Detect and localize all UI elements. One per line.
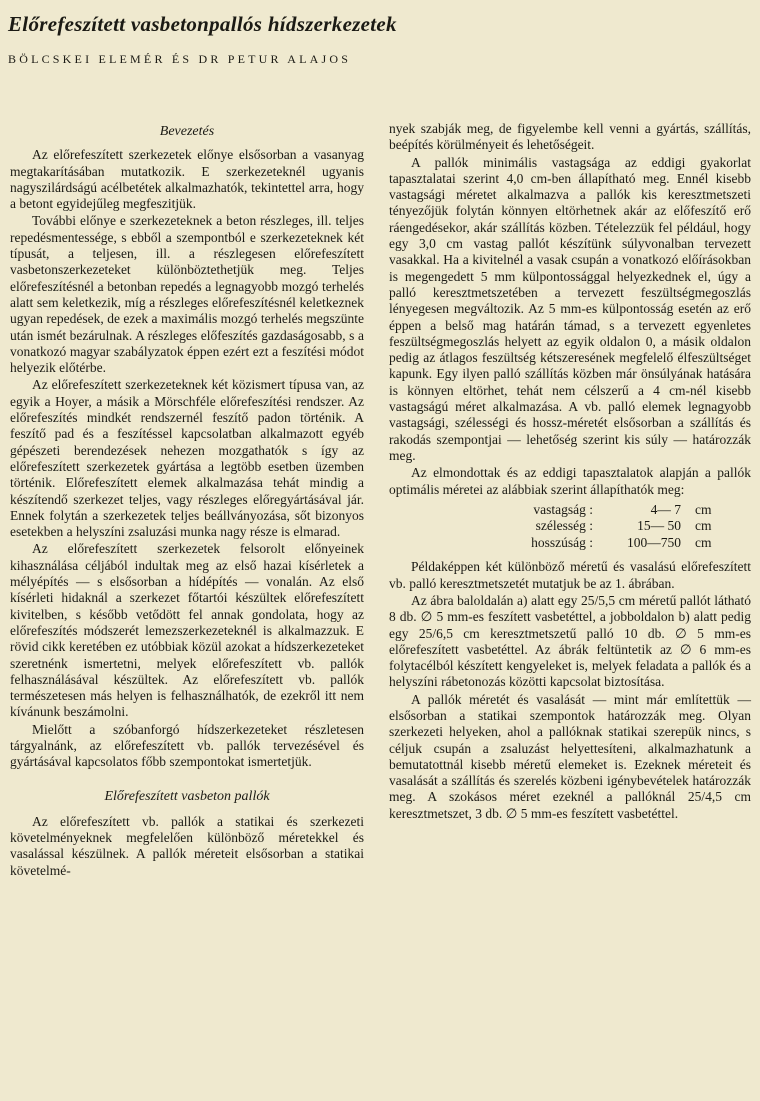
dimension-label: hosszúság : [531, 534, 593, 550]
dimension-unit: cm [695, 501, 712, 517]
section-heading-intro: Bevezetés [159, 124, 215, 139]
dimension-row [473, 502, 712, 519]
dimensions-table [473, 502, 712, 552]
section-heading-pallok: Előrefeszített vasbeton pallók [104, 788, 270, 804]
paragraph: Az előrefeszített szerkezetek felsorolt előnyeinek kihasználása céljából indultak meg az első hazai kísérletek a mélyépítés — s elsősorban a hídépítés — vonalán. Az első kísérleti hidaknál a szerkezet főtartói készültek előrefeszített kivitelben, s később vetődött fel annak gondolata, hogy az előrefeszítés módszerét lemezszerkezeteknél is alkalmazzuk. E rövid cikk keretében ez utóbbiak közül azokat a hídszerkezeteket szeretnénk ismertetni, melyek előrefeszített vb. pallók felhasználásával készültek. Az előrefeszített vb. pallók természetesen más helyen is felhasználhatók, de ezekről itt nem kívánunk beszámolni. [10, 541, 364, 720]
dimension-label: szélesség : [535, 518, 593, 534]
paragraph: A pallók méretét és vasalását — mint már említettük — elsősorban a statikai szempontok határozzák meg. Olyan szerkezeti helyeken, ahol a pallóknak statikai szerepük nincs, s céljuk csupán a zsaluzást helyettesíteni, alkalmazhatunk a bemutatottnál kisebb méretű elemeket is. Ezeknek méreteit és vasalását a szállítás és szerelés közbeni igénybevételek határozzák meg. A szokásos méret ezeknél a pallóknál 25/4,5 cm keresztmetszet, 3 db. ∅ 5 mm-es feszített vasbetéttel. [389, 691, 751, 821]
paragraph-continued: nyek szabják meg, de figyelembe kell venni a gyártás, szállítás, beépítés körülményeit és lehetőségeit. [389, 121, 751, 153]
paragraph: Az előrefeszített vb. pallók a statikai és szerkezeti követelményeknek megfelelően különböző méretekkel és vasalással készülnek. A pallók méreteit elsősorban a statikai követelmé- [10, 813, 364, 878]
dimension-range: 15— 50 [637, 518, 681, 534]
article-title: Előrefeszített vasbetonpallós hídszerkezetek [8, 12, 397, 36]
right-column [389, 121, 751, 823]
dimension-row [473, 535, 712, 552]
left-column [10, 120, 364, 880]
paragraph: Az előrefeszített szerkezetek előnye elsősorban a vasanyag megtakarításában mutatkozik. E szerkezeteknél ugyanis nagyszilárdságú acélbetétek alkalmazhatók, tekintettel arra, hogy a betont egyidejűleg megfeszitjük. [10, 147, 364, 212]
paragraph: Példaképpen két különböző méretű és vasalású előrefeszített vb. palló keresztmetszetét mutatjuk be az 1. ábrában. [389, 559, 751, 591]
paragraph: A pallók minimális vastagsága az eddigi gyakorlat tapasztalatai szerint 4,0 cm-ben állapítható meg. Ennél kisebb vastagsági méretet alkalmazva a pallók kis keresztmetszeti tényezőjük folytán könnyen eltörhetnek akár az előfeszítő erő ráengedésekor, akár szállítás közben. Tételezzük fel például, hogy egy 3,0 cm vastag pallót készítünk súlyvonalban tervezett vasakkal. Ha a kivitelnél a vasak csupán a vonatkozó előírásokban is megengedett 5 mm külpontossággal helyezkednek el, úgy a palló keresztmetszetében a tervezett feszültségmegoszlás lényegesen megváltozik. Az 5 mm-es külpontosság esetén az erő éppen a belső mag határán támad, s a tervezett egyenletes feszültségmegoszlás helyett az egyik oldalon 0, a másik oldalon pedig az átlagos feszültség kétszeresének megfelelő élfeszültséget kapunk. Egy ilyen palló szállítás közben már önsúlyának hatására is könnyen eltörhet, tehát nem célszerű a 4 cm-nél kisebb vastagságú méret alkalmazása. A vb. palló elemek legnagyobb vastagsági, szélességi és hossz-méretét elsősorban a szállítás és rakodás szempontjai — lehetőség szerint kis súly — határozzák meg. [389, 154, 751, 463]
dimension-row [473, 518, 712, 535]
dimension-unit: cm [695, 534, 712, 550]
dimension-range: 100—750 [627, 534, 681, 550]
dimension-unit: cm [695, 518, 712, 534]
dimension-label: vastagság : [533, 501, 593, 517]
dimension-range: 4— 7 [650, 501, 681, 517]
paragraph: Az ábra baloldalán a) alatt egy 25/5,5 cm méretű pallót látható 8 db. ∅ 5 mm-es feszített vasbetéttel, a jobboldalon b) alatt pedig egy 25/6,5 cm keresztmetszetű palló 10 db. ∅ 5 mm-es előrefeszített vasbetéttel. Az ábrák feltüntetik az ∅ 6 mm-es folytacélból készített kengyeleket is, melyek feladata a pallók és a helyszíni rábetonozás közötti kapcsolat biztosítása. [389, 592, 751, 690]
paragraph: Az előrefeszített szerkezeteknek két közismert típusa van, az egyik a Hoyer, a másik a Mörschféle előrefeszítési rendszer. Az előrefeszítés mindkét rendszernél feszítő padon történik. A feszítő pad és a feszítéssel kapcsolatban alkalmazott egyéb gépészeti berendezések nehezen mozgathatók s így az előrefeszített szerkezetek gyártása a legtöbb esetben üzemben történik. Előrefeszített elemek alkalmazása tehát mindig a készítendő szerkezet teljes, vagy részleges előregyártásával jár. Ennek folytán a szerkezetek teljes beállványozása, sőt bizonyos esetekben a helyszíni zsaluzási munka nagy része is elmarad. [10, 377, 364, 540]
article-authors: BÖLCSKEI ELEMÉR ÉS DR PETUR ALAJOS [8, 52, 352, 66]
paragraph: Mielőtt a szóbanforgó hídszerkezeteket részletesen tárgyalnánk, az előrefeszített vb. pallók tervezésével és gyártásával kapcsolatos főbb szempontokat ismertetjük. [10, 721, 364, 770]
paragraph: További előnye e szerkezeteknek a beton részleges, ill. teljes repedésmentessége, s ebből a szempontból e szerkezeteknek két típusát, a teljesen, ill. a részlegesen előrefeszített vasbetonszerkezeteket különböztethetjük meg. Teljes előrefeszítésnél a betonban repedés a legnagyobb mozgó terhelés alatt sem keletkezik, míg a részleges előrefeszítésnél keletkeznek ugyan repedések, de ezek a maximális mozgó terhelés megszünte után ismét bezárulnak. A részleges előfeszítés gazdaságosabb, s a vonatkozó magyar szabályzatok éppen ezért ezt a feszítési módot helyezik előtérbe. [10, 213, 364, 376]
paragraph: Az elmondottak és az eddigi tapasztalatok alapján a pallók optimális méretei az alábbiak szerint állapíthatók meg: [389, 465, 751, 497]
